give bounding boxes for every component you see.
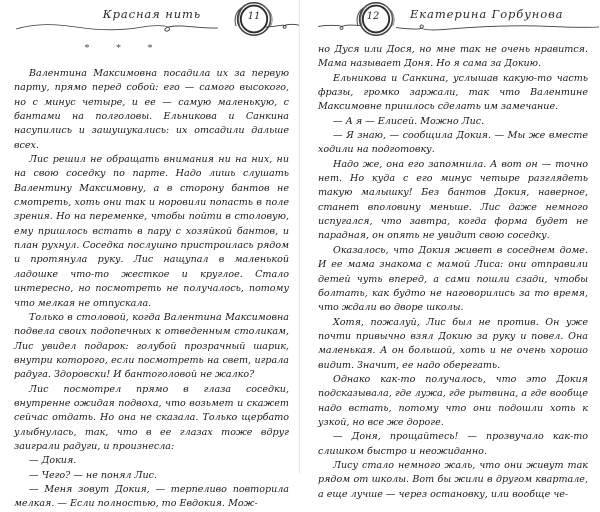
paragraph: Надо же, она его запомнила. А вот он — точно нет. Но куда с его минус четыре разглядеть такую малышку! Без бантов Докия, наверное, станет вполовину меньше. Лис даже немного испугался, что завтра, когда форма будет не парадная, он опять не увидит свою соседку. (318, 158, 588, 242)
dialogue-line: — Доня, прощайтесь! — прозвучало как-то слишком быстро и неожиданно. (318, 431, 588, 457)
dialogue-line: — Я знаю, — сообщила Докия. — Мы же вместе ходили на подготовку. (318, 130, 588, 156)
right-page (300, 0, 600, 500)
dialogue-line: — Докия. (29, 455, 77, 467)
right-running-head (318, 0, 588, 40)
paragraph-continuation: но Дуся или Дося, но мне так не очень нравится. Мама называет Доня. Но я сама за Докию. (318, 44, 588, 70)
paragraph: Валентина Максимовна посадила их за первую парту, прямо перед собой: его — самого высокого, но с минус четыре, и ее — самую маленькую, с бантами на полголовы. Ельникова и Санкина насупились и зашушукались: их отсадили дальше всех. (14, 68, 289, 151)
paragraph: Лис посмотрел прямо в глаза соседки, внутренне ожидая подвоха, что возьмет и скажет сейчас отдать. Но она не сказала. Только щербато улыбнулась, так, что в ее глазах тоже вдруг заиграли радуги, и произнесла: (14, 383, 289, 452)
left-running-head (14, 0, 289, 40)
dialogue-line: — Чего? — не понял Лис. (29, 469, 158, 481)
left-running-title: Красная нить (102, 7, 201, 21)
paragraph: Лис решил не обращать внимания ни на них, ни на свою соседку по парте. Надо лишь слушать Валентину Максимовну, а в сторону бантов не смотреть, хоть они так и норовили попасть в поле зрения. Но на переменке, чтобы пойти в столовую, ему пришлось встать в пару с хозяйкой бантов, и план рухнул. Соседка послушно пристроилась рядом и протянула руку. Лис нащупал в маленькой ладошке что-то жесткое и круглое. Стало интересно, но посмотреть не получалось, потому что мелкая не отпускала. (14, 154, 289, 309)
right-page-body-text (318, 40, 588, 502)
paragraph: Ельникова и Санкина, услышав какую-то часть фразы, громко заржали, так что Валентине Максимовне пришлось сделать им замечание. (318, 72, 588, 113)
paragraph: Только в столовой, когда Валентина Максимовна подвела своих подопечных к отведенным столикам, Лис увидел подарок: голубой прозрачный шарик, внутри которого, если посмотреть на свет, играла радуга. Здоровски! И бантоголовой не жалко? (14, 311, 289, 381)
dialogue-line: — Меня зовут Докия, — терпеливо повторила мелкая. — Если полностью, то Евдокия. Мож- (14, 483, 289, 510)
right-folio-number: 12 (366, 11, 380, 22)
paragraph: Лису стало немного жаль, что они живут так рядом от школы. Вот бы жили в другом квартале, а еще лучше — через остановку, или вообще че- (318, 459, 588, 500)
section-break-ornament: * * * (84, 43, 165, 54)
paragraph: Оказалось, что Докия живет в соседнем доме. И ее мама знакома с мамой Лиса: они отправили детей чуть вперед, а сами пошли сзади, чтобы болтать, как будто не наговорились за то время, что ждали во дворе школы. (318, 244, 588, 314)
paragraph: Хотя, пожалуй, Лис был не против. Он уже почти привычно взял Докию за руку и повел. Она маленькая. А он большой, хоть и не очень хорошо видит. Значит, ее надо оберегать. (318, 316, 588, 371)
left-page-body-text (14, 67, 289, 512)
left-folio-number: 11 (247, 11, 261, 22)
left-page (0, 0, 300, 510)
right-running-title: Екатерина Горбунова (410, 7, 564, 21)
dialogue-line: — А я — Елисей. Можно Лис. (333, 115, 485, 127)
paragraph: Однако как-то получалось, что это Докия подсказывала, где лужа, где рытвина, а где вообще надо встать, потому что они подошли хоть к узкой, но все же дороге. (318, 373, 588, 428)
page-gutter-line (299, 0, 300, 474)
